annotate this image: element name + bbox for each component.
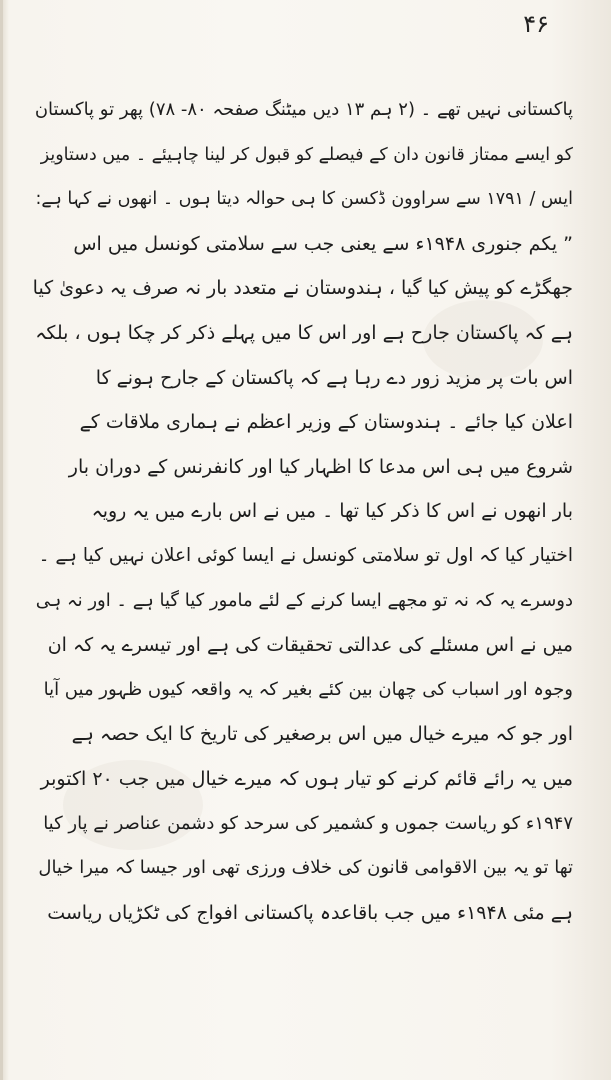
page-body-text xyxy=(33,88,573,935)
quote-line: تھا تو یہ بین الاقوامی قانون کی خلاف ورزی تھی اور جیسا کہ میرا خیال xyxy=(38,857,573,879)
text-line: ایس / ۱۷۹۱ سے سراوون ڈکسن کا ہی حوالہ دیتا ہوں ۔ انھوں نے کہا ہے: xyxy=(35,189,573,210)
text-line: پاکستانی نہیں تھے ۔ (۲ ہم ۱۳ دیں میٹنگ صفحہ ۸۰- ۷۸) پھر تو پاکستان xyxy=(34,99,573,120)
page-number: ۴۶ xyxy=(523,10,549,38)
quote-line: اس بات پر مزید زور دے رہا ہے کہ پاکستان کے جارح ہونے کا xyxy=(95,366,573,389)
quote-line: دوسرے یہ کہ نہ تو مجھے ایسا کرنے کے لئے مامور کیا گیا ہے ۔ اور نہ ہی xyxy=(35,589,573,611)
quote-line: اور جو کہ میرے خیال میں اس برصغیر کی تاریخ کا ایک حصہ ہے xyxy=(71,723,573,746)
quote-line: ۱۹۴۷ء کو ریاست جموں و کشمیر کی سرحد کو دشمن عناصر نے پار کیا xyxy=(43,812,573,834)
quote-line: ہے مئی ۱۹۴۸ء میں جب باقاعدہ پاکستانی افواج کی ٹکڑیاں ریاست xyxy=(47,901,573,924)
quote-line: بار انھوں نے اس کا ذکر کیا تھا ۔ میں نے اس بارے میں یہ رویہ xyxy=(91,500,573,523)
quote-line: وجوہ اور اسباب کی چھان بین کئے بغیر کہ یہ واقعہ کیوں ظہور میں آیا xyxy=(43,678,573,700)
quote-line: شروع میں ہی اس مدعا کا اظہار کیا اور کانفرنس کے دوران بار xyxy=(68,455,573,478)
quote-line: ہے کہ پاکستان جارح ہے اور اس کا میں پہلے ذکر کر چکا ہوں ، بلکہ xyxy=(35,321,573,344)
quote-line: ” یکم جنوری ۱۹۴۸ء سے یعنی جب سے سلامتی کونسل میں اس xyxy=(73,232,573,255)
text-line: کو ایسے ممتاز قانون دان کے فیصلے کو قبول کر لینا چاہیئے ۔ میں دستاویز xyxy=(40,144,573,165)
quote-line: میں نے اس مسئلے کی عدالتی تحقیقات کی ہے اور تیسرے یہ کہ ان xyxy=(47,634,573,657)
quote-line: اختیار کیا کہ اول تو سلامتی کونسل نے ایسا کوئی اعلان نہیں کیا ہے ۔ xyxy=(38,544,573,566)
quote-line: میں یہ رائے قائم کرنے کو تیار ہوں کہ میرے خیال میں جب ۲۰ اکتوبر xyxy=(40,767,573,790)
quote-line: جھگڑے کو پیش کیا گیا ، ہندوستان نے متعدد بار نہ صرف یہ دعویٰ کیا xyxy=(33,277,573,300)
quote-line: اعلان کیا جائے ۔ ہندوستان کے وزیر اعظم نے ہماری ملاقات کے xyxy=(79,411,573,434)
